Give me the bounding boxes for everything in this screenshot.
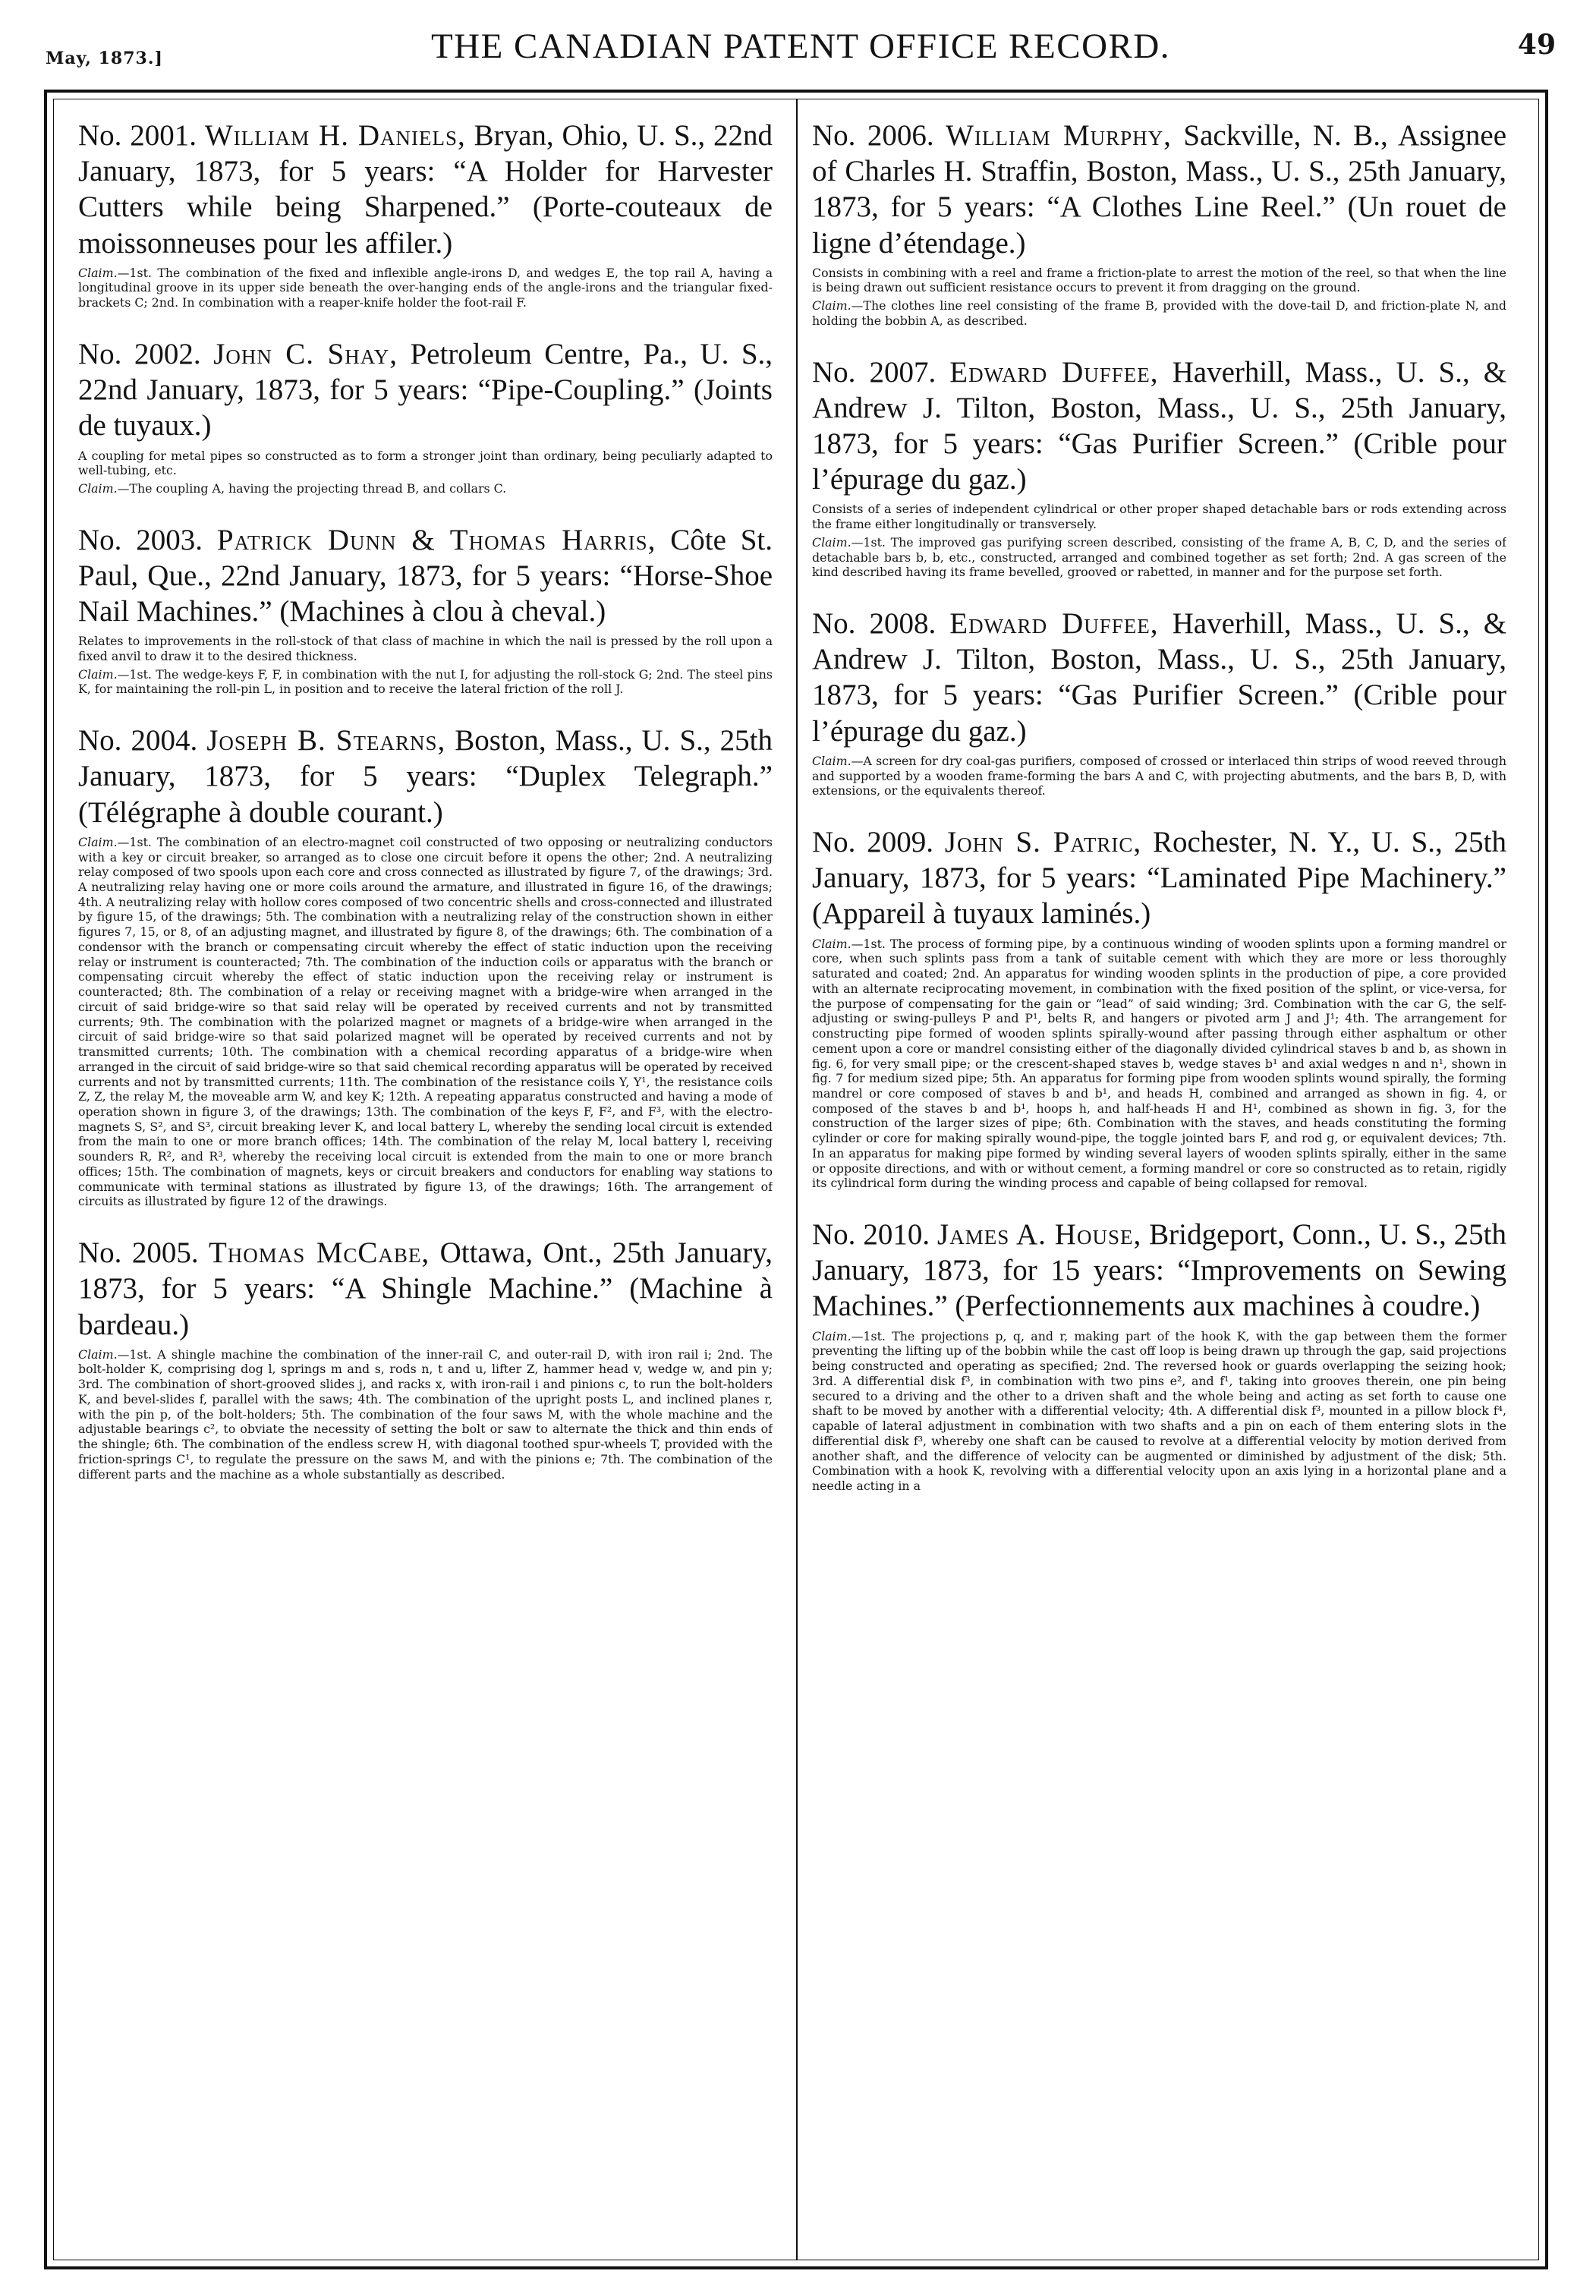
claim-paragraph <box>78 835 773 1209</box>
patent-number: No. 2003. <box>78 523 203 556</box>
entry-heading <box>78 336 773 444</box>
patent-details: Boston, Mass., U. S., 25th January, 1873, for 5 years: “Duplex Telegraph.” (Télégraphe à double courant.) <box>78 724 773 829</box>
claim-text: —The coupling A, having the projecting thread B, and collars C. <box>117 480 507 496</box>
entry-heading <box>812 824 1506 932</box>
inventor-name: Edward Duffee, <box>949 355 1159 389</box>
patent-number: No. 2009. <box>812 826 934 859</box>
patent-entry <box>78 336 773 496</box>
claim-text: —1st. The combination of an electro-magnet coil constructed of two opposing or neutralizing conductors with a key or circuit breaker, so arranged as to close one circuit before it opens the other; 2nd. A neutralizing relay composed of two spools upon each core and cross connected as illustrated by figure 7, of the drawings; 3rd. A neutralizing relay having one or more coils around the armature, and illustrated in figure 16, of the drawings; 4th. A neutralizing relay with hollow cores composed of two concentric shells and cross-connected and illustrated by figure 15, of the drawings; 5th. The combination with a neutralizing relay of the construction shown in either figures 7, 15, or 8, of an adjusting magnet, and illustrated by figure 8, of the drawings; 6th. The combination of a condensor with the branch or compensating circuit whereby the effect of static induction upon the receiving relay or instrument is counteracted; 7th. The combination of the induction coils or apparatus with the branch or compensating circuit whereby the effect of static induction upon the receiving relay or instrument is counteracted; 8th. The combination of a relay or receiving magnet with a bridge-wire when arranged in the circuit of said bridge-wire so that said relay will be operated by received currents and not by transmitted currents; 9th. The combination with the polarized magnet or magnets of a bridge-wire when arranged in the circuit of said bridge-wire so that said polarized magnet will be operated by received currents and not by transmitted currents; 10th. The combination with a chemical recording apparatus of a bridge-wire when arranged in the circuit of said bridge-wire so that said chemical recording apparatus will be operated by received currents and not by transmitted currents; 11th. The combination of the resistance coils Y, Y¹, the resistance coils Z, Z, the relay M, the moveable arm W, and key K; 12th. A repeating apparatus constructed and having a mode of operation shown in figure 3, of the drawings; 13th. The combination of the keys F, F², and F³, with the electro-magnets S, S², and S³, circuit breaking lever K, and local battery L, whereby the sending local circuit is extended from the main to one or more branch offices; 14th. The combination of the relay M, local battery l, receiving sounders R, R², and R³, whereby the receiving local circuit is extended from the main to one or more branch offices; 15th. The combination of magnets, keys or circuit breakers and conductors for enabling way stations to communicate with terminal stations as illustrated by figure 13, of the drawings; 16th. The arrangement of circuits as illustrated by figure 12 of the drawings. <box>78 834 773 1209</box>
claim-label: Claim. <box>78 666 118 682</box>
claim-text: —1st. A shingle machine the combination of the inner-rail C, and outer-rail D, with iron rail i; 2nd. The bolt-holder K, comprising dog l, springs m and s, rods n, t and u, lifter Z, hammer head v, wedge w, and pin y; 3rd. The combination of short-grooved slides j, and racks x, with iron-rail i and pinions c, to run the bolt-holders K, and bevel-slides f, parallel with the saws; 4th. The combination of the upright posts L, and inclined planes r, with the pin p, of the bolt-holders; 5th. The combination of the four saws M, with the whole machine and the adjustable bearings c², to obviate the necessity of setting the bolt or saw to alternate the thick and thin ends of the shingle; 6th. The combination of the endless screw H, with diagonal toothed spur-wheels T, provided with the friction-springs C¹, to regulate the pressure on the saws M, and with the pinions e; 7th. The combination of the different parts and the machine as a whole substantially as described. <box>78 1346 773 1482</box>
entry-heading <box>78 723 773 830</box>
claim-text: A coupling for metal pipes so constructed as to form a stronger joint than ordinary, being peculiarly adapted to well-tubing, etc. <box>78 448 773 478</box>
patent-details: Petroleum Centre, Pa., U. S., 22nd January, 1873, for 5 years: “Pipe-Coupling.” (Joints de tuyaux.) <box>78 337 773 443</box>
claim-label: Claim. <box>812 1328 852 1343</box>
patent-details: Bryan, Ohio, U. S., 22nd January, 1873, for 5 years: “A Holder for Harvester Cutters while being Sharpened.” (Porte-couteaux de moissonneuses pour les affiler.) <box>78 119 773 260</box>
patent-details: Bridgeport, Conn., U. S., 25th January, 1873, for 15 years: “Improvements on Sewing Machines.” (Perfectionnements aux machines à coudre.) <box>812 1218 1506 1323</box>
claim-label: Claim. <box>78 265 118 280</box>
claim-paragraph <box>812 754 1506 798</box>
inventor-name: William H. Daniels, <box>204 119 466 152</box>
claim-label: Claim. <box>812 753 852 768</box>
inventor-name: John S. Patric, <box>944 826 1142 859</box>
claim-label: Claim. <box>812 936 852 951</box>
patent-entry <box>812 1217 1506 1494</box>
claim-paragraph <box>78 481 773 496</box>
patent-details: Haverhill, Mass., U. S., & Andrew J. Tilton, Boston, Mass., U. S., 25th January, 1873, for 5 years: “Gas Purifier Screen.” (Crible pour l’épurage du gaz.) <box>812 607 1506 748</box>
claim-text: Consists in combining with a reel and frame a friction-plate to arrest the motion of the reel, so that when the line is being drawn out sufficient resistance occurs to prevent it from dragging on the ground. <box>812 265 1506 295</box>
inventor-name: Edward Duffee, <box>949 607 1159 641</box>
running-header <box>46 26 1556 71</box>
publication-title: THE CANADIAN PATENT OFFICE RECORD. <box>430 27 1171 66</box>
claim-text: —The clothes line reel consisting of the frame B, provided with the dove-tail D, and friction-plate N, and holding the bobbin A, as described. <box>812 298 1506 328</box>
patent-details: Rochester, N. Y., U. S., 25th January, 1873, for 5 years: “Laminated Pipe Machinery.” (Appareil à tuyaux laminés.) <box>812 826 1506 931</box>
claim-text: —A screen for dry coal-gas purifiers, composed of crossed or interlaced thin strips of wood reeved through and supported by a wooden frame-forming the bars A and C, with projecting abutments, and the bars B, D, with extensions, or the equivalents thereof. <box>812 753 1506 798</box>
patent-number: No. 2002. <box>78 337 201 370</box>
inventor-name: John C. Shay, <box>213 337 398 370</box>
entry-heading <box>78 1235 773 1343</box>
claim-text: —1st. The projections p, q, and r, making part of the hook K, with the gap between them the former preventing the lifting up of the bobbin while the cast off loop is being drawn up through the gap, said projections being constructed and operating as specified; 2nd. The reversed hook or guards overlapping the seizing hook; 3rd. A differential disk f³, in combination with two pins e², and f¹, taking into grooves therein, one pin being secured to a driving and the other to a driven shaft and the whole being and acting as set forth to cause one shaft to be moved by another with a differential velocity; 4th. A differential disk f³, mounted in a pillow block f⁴, capable of lateral adjustment in combination with two shafts and a pin on each of them entering slots in the differential disk f³, whereby one shaft can be caused to revolve at a differential velocity by motion derived from another shaft, and the difference of velocity can be augmented or diminished by adjustment of the disk; 5th. Combination with a hook K, revolving with a differential velocity upon an axis lying in a horizontal plane and a needle acting in a <box>812 1328 1506 1494</box>
patent-entry <box>812 118 1506 329</box>
claim-text: —1st. The wedge-keys F, F, in combination with the nut I, for adjusting the roll-stock G; 2nd. The steel pins K, for maintaining the roll-pin L, in position and to receive the lateral friction of the roll J. <box>78 666 773 697</box>
claim-paragraph <box>812 298 1506 328</box>
entry-heading <box>812 1217 1506 1324</box>
patent-number: No. 2008. <box>812 607 937 641</box>
patent-entry <box>78 1235 773 1482</box>
claim-text: —1st. The combination of the fixed and inflexible angle-irons D, and wedges E, the top rail A, having a longitudinal groove in its upper side beneath the over-hanging ends of the angle-irons and the triangular fixed-brackets C; 2nd. In combination with a reaper-knife holder the foot-rail F. <box>78 265 773 310</box>
patent-details: Ottawa, Ont., 25th January, 1873, for 5 years: “A Shingle Machine.” (Machine à bardeau.) <box>78 1236 773 1341</box>
patent-number: No. 2001. <box>78 119 197 152</box>
column-divider <box>796 99 798 2260</box>
patent-number: No. 2004. <box>78 724 198 757</box>
entry-heading <box>78 522 773 630</box>
entry-heading <box>812 354 1506 498</box>
claim-label: Claim. <box>78 1346 118 1362</box>
claim-paragraph <box>812 266 1506 295</box>
entry-heading <box>812 606 1506 749</box>
right-column <box>812 118 1506 2250</box>
patent-entry <box>78 118 773 310</box>
claim-label: Claim. <box>812 534 852 550</box>
patent-entry <box>78 723 773 1209</box>
claim-paragraph <box>812 535 1506 580</box>
claim-paragraph <box>78 266 773 310</box>
claim-paragraph <box>78 1347 773 1482</box>
patent-entry <box>812 824 1506 1191</box>
patent-details: Haverhill, Mass., U. S., & Andrew J. Tilton, Boston, Mass., U. S., 25th January, 1873, for 5 years: “Gas Purifier Screen.” (Crible pour l’épurage du gaz.) <box>812 355 1506 496</box>
patent-number: No. 2006. <box>812 119 934 152</box>
patent-number: No. 2007. <box>812 355 937 389</box>
claim-paragraph <box>78 634 773 663</box>
inventor-name: Joseph B. Stearns, <box>206 724 446 757</box>
claim-text: —1st. The process of forming pipe, by a continuous winding of wooden splints upon a forming mandrel or core, when such splints pass from a tank of suitable cement with which they are more or less thoroughly saturated and coated; 2nd. An apparatus for winding wooden splints in the production of pipe, a core provided with an alternate reciprocating movement, in combination with the fixed position of the splint, or vice-versa, for the purpose of compensating for the gain or “lead” of said winding; 3rd. Combination with the car G, the self-adjusting or swing-pulleys P and P¹, belts R, and hangers or pivoted arm J and J¹; 4th. The arrangement for constructing pipe formed of wooden splints spirally-wound after passing through either asphaltum or other cement upon a core or mandrel consisting either of the diagonally divided cylindrical staves b and b, as shown in fig. 6, for very small pipe; or the crescent-shaped staves b, wedge staves b¹ and axial wedges n and n¹, shown in fig. 7 for medium sized pipe; 5th. An apparatus for forming pipe from wooden splints wound spirally, the forming mandrel or core composed of staves b and b¹, and heads H, combined and arranged as shown in fig. 4, or composed of the staves b and b¹, hoops h, and half-heads H and H¹, combined as shown in fig. 3, for the construction of the larger sizes of pipe; 6th. Combination with the staves, and heads constituting the forming cylinder or core for making spirally wound-pipe, the toggle jointed bars F, and rod g, or equivalent devices; 7th. In an apparatus for making pipe formed by winding several layers of wooden splints spirally, either in the same or opposite directions, and with or without cement, a forming mandrel or core so constructed as to retain, rigidly its cylindrical form during the winding process and capable of being collapsed for removal. <box>812 936 1506 1191</box>
patent-details: Sackville, N. B., Assignee of Charles H. Straffin, Boston, Mass., U. S., 25th January, 1873, for 5 years: “A Clothes Line Reel.” (Un rouet de ligne d’étendage.) <box>812 119 1506 260</box>
patent-details: Côte St. Paul, Que., 22nd January, 1873, for 5 years: “Horse-Shoe Nail Machines.” (Machines à clou à cheval.) <box>78 523 773 628</box>
page-number: 49 <box>1517 29 1556 61</box>
claim-paragraph <box>812 1329 1506 1494</box>
claim-text: Relates to improvements in the roll-stock of that class of machine in which the nail is pressed by the roll upon a fixed anvil to draw it to the desired thickness. <box>78 634 773 664</box>
patent-entry <box>78 522 773 698</box>
inventor-name: James A. House, <box>937 1218 1142 1252</box>
claim-text: Consists of a series of independent cylindrical or other proper shaped detachable bars or rods extending across the frame either longitudinally or transversely. <box>812 502 1506 532</box>
inventor-name: Thomas McCabe, <box>208 1236 430 1270</box>
claim-paragraph <box>78 667 773 697</box>
patent-number: No. 2005. <box>78 1236 199 1270</box>
patent-entry <box>812 606 1506 798</box>
claim-paragraph <box>812 502 1506 531</box>
claim-label: Claim. <box>78 834 118 849</box>
claim-label: Claim. <box>812 298 852 313</box>
patent-entry <box>812 354 1506 580</box>
inventor-name: William Murphy, <box>946 119 1172 152</box>
claim-text: —1st. The improved gas purifying screen described, consisting of the frame A, B, C, D, and the series of detachable bars b, b, etc., constructed, arranged and combined together as set forth; 2nd. A gas screen of the kind described having its frame bevelled, grooved or rabetted, in manner and for the purpose set forth. <box>812 534 1506 580</box>
claim-paragraph <box>78 449 773 478</box>
patent-number: No. 2010. <box>812 1218 930 1252</box>
entry-heading <box>812 118 1506 261</box>
claim-paragraph <box>812 937 1506 1191</box>
inventor-name: Patrick Dunn & Thomas Harris, <box>216 523 656 556</box>
left-column <box>78 118 773 2250</box>
claim-label: Claim. <box>78 480 118 496</box>
issue-date: May, 1873.] <box>46 49 163 68</box>
entry-heading <box>78 118 773 261</box>
